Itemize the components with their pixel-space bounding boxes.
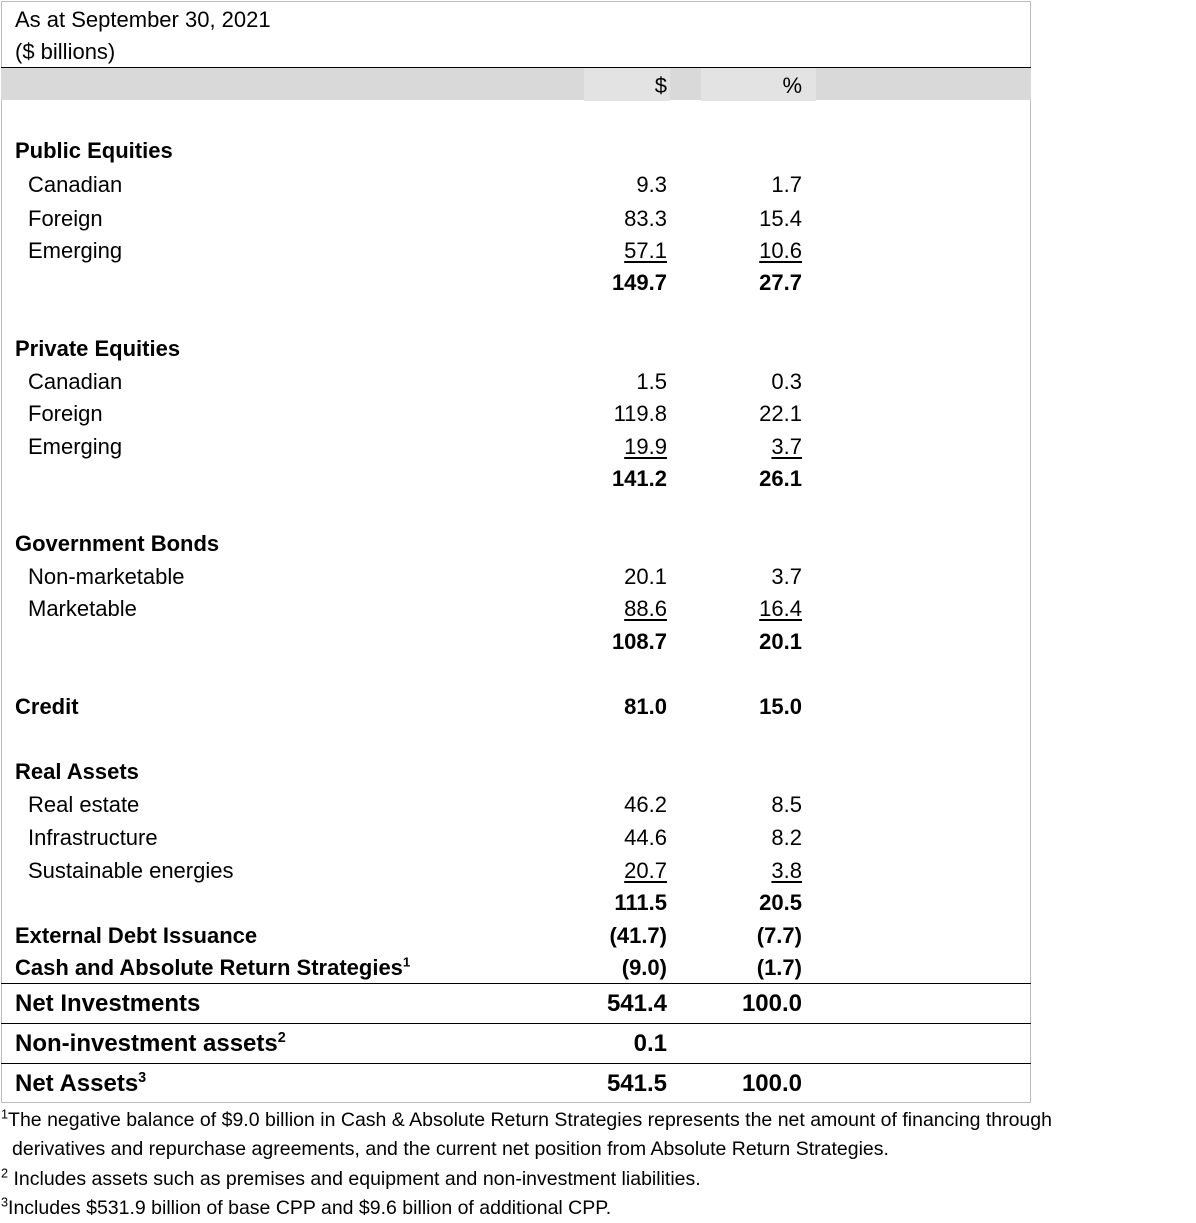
- section-total-percent: 20.5: [759, 890, 802, 915]
- section-title-credit: Credit: [15, 694, 79, 719]
- section-total-dollars: 108.7: [611, 629, 667, 654]
- net-assets-percent: 100.0: [741, 1070, 802, 1097]
- net-assets-label: Net Assets: [15, 1070, 139, 1097]
- row-percent: 3.8: [771, 858, 802, 883]
- divider: [1, 1023, 1031, 1024]
- section-total-dollars: 141.2: [611, 466, 667, 491]
- dollars-column-header: $: [654, 73, 667, 98]
- row-percent: 8.5: [771, 792, 802, 817]
- section-title-real-assets: Real Assets: [15, 759, 139, 784]
- section-total-dollars: 149.7: [611, 270, 667, 295]
- row-dollars: 88.6: [624, 596, 667, 621]
- row-percent: 10.6: [759, 238, 802, 263]
- footnote-ref: 2: [277, 1030, 286, 1046]
- section-title-private-equities: Private Equities: [15, 336, 181, 361]
- row-percent: 15.4: [759, 206, 802, 231]
- row-percent: 0.3: [771, 369, 802, 394]
- column-header-band: [1, 67, 1031, 100]
- row-label: Canadian: [28, 369, 123, 394]
- footnote-2: [1, 1167, 701, 1191]
- row-percent: 3.7: [771, 434, 802, 459]
- cash-absolute-return-percent: (1.7): [756, 955, 802, 980]
- footnote-ref: 3: [138, 1070, 147, 1086]
- net-investments-percent: 100.0: [741, 990, 802, 1017]
- footnote-mark: 3: [1, 1195, 9, 1210]
- row-dollars: 46.2: [624, 792, 667, 817]
- section-total-dollars: 81.0: [624, 694, 667, 719]
- section-title-public-equities: Public Equities: [15, 138, 173, 163]
- row-percent: 8.2: [771, 825, 802, 850]
- row-label: Non-marketable: [28, 564, 185, 589]
- external-debt-label: External Debt Issuance: [15, 923, 258, 948]
- row-label: Emerging: [28, 434, 123, 459]
- cash-absolute-return-dollars: (9.0): [621, 955, 667, 980]
- non-investment-assets-label: Non-investment assets: [15, 1030, 278, 1057]
- footnote-3: [1, 1196, 611, 1220]
- report-date: As at September 30, 2021: [15, 7, 271, 32]
- row-label: Foreign: [28, 401, 103, 426]
- footnote-mark: 2: [1, 1166, 9, 1181]
- row-dollars: 9.3: [636, 172, 667, 197]
- footnote-1-continued: [12, 1137, 889, 1161]
- non-investment-assets-dollars: 0.1: [633, 1030, 667, 1057]
- row-label: Emerging: [28, 238, 123, 263]
- footnote-mark: 1: [1, 1107, 9, 1122]
- row-dollars: 57.1: [624, 238, 667, 263]
- row-dollars: 20.7: [624, 858, 667, 883]
- row-percent: 22.1: [759, 401, 802, 426]
- row-label: Marketable: [28, 596, 137, 621]
- footnote-1: [1, 1108, 1052, 1132]
- section-total-dollars: 111.5: [614, 890, 667, 915]
- percent-column-header: %: [782, 73, 802, 98]
- row-percent: 16.4: [759, 596, 802, 621]
- footnote-text: Includes $531.9 billion of base CPP and $9.6 billion of additional CPP.: [8, 1197, 612, 1219]
- section-total-percent: 20.1: [759, 629, 802, 654]
- row-label: Infrastructure: [28, 825, 158, 850]
- footnote-text: derivatives and repurchase agreements, and the current net position from Absolute Return Strategies.: [12, 1138, 889, 1160]
- divider: [1, 983, 1031, 984]
- net-assets-dollars: 541.5: [606, 1070, 667, 1097]
- net-assets-row: [15, 1070, 146, 1098]
- units-label: ($ billions): [15, 39, 116, 64]
- section-total-percent: 15.0: [759, 694, 802, 719]
- section-total-percent: 26.1: [759, 466, 802, 491]
- row-dollars: 44.6: [624, 825, 667, 850]
- footnote-text: The negative balance of $9.0 billion in Cash & Absolute Return Strategies represents the net amount of financing through: [8, 1109, 1052, 1131]
- footnote-text: Includes assets such as premises and equipment and non-investment liabilities.: [13, 1168, 701, 1190]
- divider: [1, 1063, 1031, 1064]
- non-investment-assets-row: [15, 1030, 286, 1058]
- net-investments-label: Net Investments: [15, 990, 201, 1017]
- row-percent: 1.7: [771, 172, 802, 197]
- row-label: Sustainable energies: [28, 858, 234, 883]
- section-total-percent: 27.7: [759, 270, 802, 295]
- row-dollars: 119.8: [613, 401, 667, 426]
- section-title-government-bonds: Government Bonds: [15, 531, 220, 556]
- row-dollars: 83.3: [624, 206, 667, 231]
- row-dollars: 20.1: [624, 564, 667, 589]
- cash-absolute-return-label: Cash and Absolute Return Strategies: [15, 955, 403, 980]
- row-label: Real estate: [28, 792, 140, 817]
- row-dollars: 1.5: [636, 369, 667, 394]
- row-label: Canadian: [28, 172, 123, 197]
- row-percent: 3.7: [771, 564, 802, 589]
- net-investments-dollars: 541.4: [606, 990, 667, 1017]
- external-debt-dollars: (41.7): [609, 923, 667, 948]
- row-label: Foreign: [28, 206, 103, 231]
- footnote-ref: 1: [402, 954, 411, 970]
- row-dollars: 19.9: [624, 434, 667, 459]
- external-debt-percent: (7.7): [756, 923, 802, 948]
- cash-absolute-return-row: [15, 955, 410, 981]
